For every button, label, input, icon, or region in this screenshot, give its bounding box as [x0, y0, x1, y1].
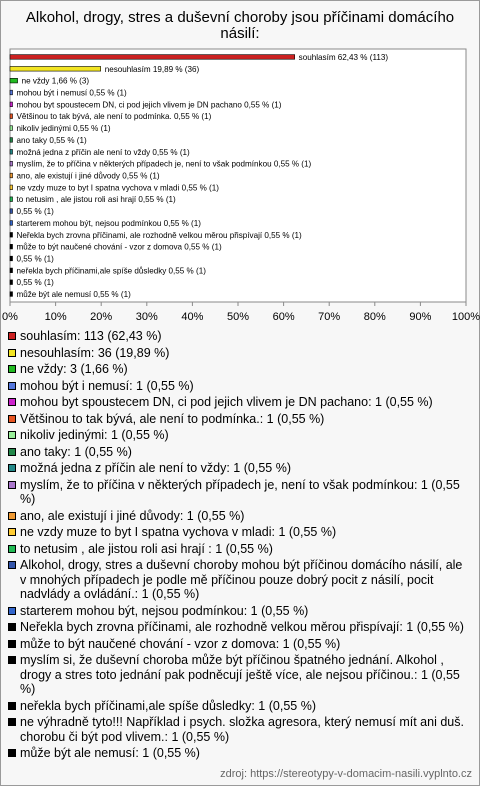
legend-swatch: [8, 365, 16, 373]
legend-item: [8, 542, 470, 557]
legend-label: souhlasím: 113 (62,43 %): [20, 329, 162, 343]
legend-item: [8, 509, 470, 524]
legend-item: [8, 395, 470, 410]
legend-swatch: [8, 448, 16, 456]
legend-swatch: [8, 718, 16, 726]
bar: [10, 55, 295, 60]
bar-label: ano taky 0,55 % (1): [16, 135, 87, 145]
bar-label: může být ale nemusí 0,55 % (1): [16, 290, 131, 300]
x-tick-label: 90%: [409, 311, 432, 323]
bar: [10, 66, 101, 71]
legend-item: [8, 478, 470, 507]
legend-label: Alkohol, drogy, stres a duševní choroby mohou být příčinou domácího násilí, ale v mnohých případech je podle mě příčinou pouze dobrý pocit z násilí, pocit nadvlády a ovládání.: 1 (0,55 %): [20, 558, 463, 601]
bar-label: 0,55 % (1): [16, 278, 54, 288]
bar-label: ano, ale existují i jiné důvody 0,55 % (1): [16, 171, 160, 181]
legend-label: ano, ale existují i jiné důvody: 1 (0,55 %): [20, 508, 245, 523]
bar: [10, 149, 13, 154]
legend-swatch: [8, 749, 16, 757]
legend-swatch: [8, 398, 16, 406]
legend-item: [8, 604, 470, 619]
legend-label: Většinou to tak bývá, ale není to podmínka.: 1 (0,55 %): [20, 411, 325, 426]
legend-label: nesouhlasím: 36 (19,89 %): [20, 345, 170, 360]
bar-label: může to být naučené chování - vzor z domova 0,55 % (1): [16, 242, 222, 252]
chart-title: Alkohol, drogy, stres a duševní choroby jsou příčinami domácího násilí:: [25, 9, 455, 42]
legend-swatch: [8, 528, 16, 536]
legend-label: ano taky: 1 (0,55 %): [20, 444, 132, 459]
legend-item: [8, 379, 470, 394]
legend-item: [8, 715, 470, 744]
bar: [10, 138, 13, 143]
legend-label: možná jedna z příčin ale není to vždy: 1 (0,55 %): [20, 461, 291, 475]
bar-label: starterem mohou být, nejsou podmínkou 0,55 % (1): [16, 218, 201, 228]
x-tick-label: 30%: [135, 311, 158, 323]
legend-label: může být ale nemusí: 1 (0,55 %): [20, 746, 200, 760]
legend-label: ne výhradně tyto!!! Například i psych. složka agresora, který nemusí mít ani duš. chorobu či být pod vlivem.: 1 (0,55 %): [20, 715, 464, 744]
legend-item: [8, 412, 470, 427]
legend-item: [8, 558, 470, 602]
bar-label: 0,55 % (1): [16, 254, 54, 264]
legend-swatch: [8, 415, 16, 423]
legend-swatch: [8, 464, 16, 472]
x-tick-label: 60%: [272, 311, 295, 323]
x-tick-label: 100%: [451, 311, 480, 323]
bar: [10, 161, 13, 166]
legend-swatch: [8, 607, 16, 615]
legend-label: mohou byt spoustecem DN, ci pod jejich vlivem je DN pachano: 1 (0,55 %): [20, 395, 433, 409]
bar-label: mohou být i nemusí 0,55 % (1): [16, 88, 127, 98]
legend-label: mohou být i nemusí: 1 (0,55 %): [20, 378, 194, 393]
bar: [10, 221, 13, 226]
legend-swatch: [8, 640, 16, 648]
legend-label: myslím, že to příčina v některých případech je, není to však podmínkou: 1 (0,55 %): [20, 477, 460, 506]
x-tick-label: 40%: [181, 311, 204, 323]
legend-swatch: [8, 656, 16, 664]
bar: [10, 78, 18, 83]
legend-swatch: [8, 561, 16, 569]
x-tick-label: 0%: [2, 311, 18, 323]
bar: [10, 102, 13, 107]
bar: [10, 244, 13, 249]
bar-label: myslím, že to příčina v některých případech je, není to však podmínkou 0,55 % (1): [16, 159, 312, 169]
legend-item: [8, 620, 470, 635]
source-note: zdroj: https://stereotypy-v-domacim-nasili.vyplnto.cz: [220, 768, 472, 780]
legend-label: to netusim , ale jistou roli asi hrají : 1 (0,55 %): [20, 541, 273, 556]
x-tick-label: 10%: [44, 311, 67, 323]
bar: [10, 256, 13, 261]
bar-label: neřekla bych příčinami,ale spíše důsledky 0,55 % (1): [16, 266, 206, 276]
legend-item: [8, 699, 470, 714]
legend-label: ne vzdy muze to byt I spatna vychova v mladi: 1 (0,55 %): [20, 525, 337, 539]
bar-label: ne vždy 1,66 % (3): [21, 76, 90, 86]
bar: [10, 90, 13, 95]
legend-item: [8, 525, 470, 540]
bar: [10, 268, 13, 273]
legend-item: [8, 445, 470, 460]
legend-item: [8, 637, 470, 652]
x-tick-label: 80%: [363, 311, 386, 323]
legend-item: [8, 362, 470, 377]
legend-swatch: [8, 332, 16, 340]
legend-swatch: [8, 382, 16, 390]
legend-label: Neřekla bych zrovna příčinami, ale rozhodně velkou měrou přispívají: 1 (0,55 %): [20, 620, 464, 634]
bar-label: to netusim , ale jistou roli asi hrají 0,55 % (1): [16, 195, 176, 205]
bar: [10, 114, 13, 119]
bar-label: mohou byt spoustecem DN, ci pod jejich vlivem je DN pachano 0,55 % (1): [16, 100, 282, 110]
legend-label: neřekla bych příčinami,ale spíše důsledky: 1 (0,55 %): [20, 698, 316, 713]
legend-label: starterem mohou být, nejsou podmínkou: 1 (0,55 %): [20, 603, 309, 618]
bar: [10, 280, 13, 285]
legend-swatch: [8, 623, 16, 631]
bar-label: Neřekla bych zrovna příčinami, ale rozhodně velkou měrou přispívají 0,55 % (1): [16, 230, 302, 240]
bar-label: nikoliv jedinými 0,55 % (1): [16, 124, 111, 134]
bar-label: Většinou to tak bývá, ale není to podmínka. 0,55 % (1): [16, 112, 212, 122]
legend-label: ne vždy: 3 (1,66 %): [20, 362, 128, 376]
bar: [10, 126, 13, 131]
legend-item: [8, 329, 470, 344]
legend-swatch: [8, 431, 16, 439]
bar: [10, 197, 13, 202]
bar-label: souhlasím 62,43 % (113): [298, 52, 389, 62]
bar-label: možná jedna z příčin ale není to vždy 0,55 % (1): [16, 147, 190, 157]
x-tick-label: 50%: [226, 311, 250, 323]
bar: [10, 232, 13, 237]
legend-swatch: [8, 349, 16, 357]
x-tick-label: 20%: [90, 311, 113, 323]
legend-swatch: [8, 481, 16, 489]
legend-item: [8, 653, 470, 697]
legend-item: [8, 746, 470, 761]
legend-label: myslím si, že duševní choroba může být příčinou špatného jednání. Alkohol , drogy a stres toto jednání pak podněcují ještě více, ale nejsou příčinou.: 1 (0,55 %): [20, 653, 460, 696]
bar: [10, 292, 13, 297]
legend-label: může to být naučené chování - vzor z domova: 1 (0,55 %): [20, 636, 341, 651]
legend-item: [8, 428, 470, 443]
bar-label: 0,55 % (1): [16, 207, 54, 217]
bar: [10, 209, 13, 214]
legend-swatch: [8, 545, 16, 553]
bar-label: ne vzdy muze to byt I spatna vychova v mladi 0,55 % (1): [16, 183, 219, 193]
legend-label: nikoliv jedinými: 1 (0,55 %): [20, 428, 169, 442]
legend-swatch: [8, 702, 16, 710]
legend-item: [8, 461, 470, 476]
legend-swatch: [8, 512, 16, 520]
bar: [10, 185, 13, 190]
bar-label: nesouhlasím 19,89 % (36): [104, 64, 200, 74]
bar: [10, 173, 13, 178]
legend-item: [8, 346, 470, 361]
bar-chart-plot: [0, 0, 480, 330]
x-tick-label: 70%: [318, 311, 341, 323]
chart-legend: [8, 329, 470, 763]
